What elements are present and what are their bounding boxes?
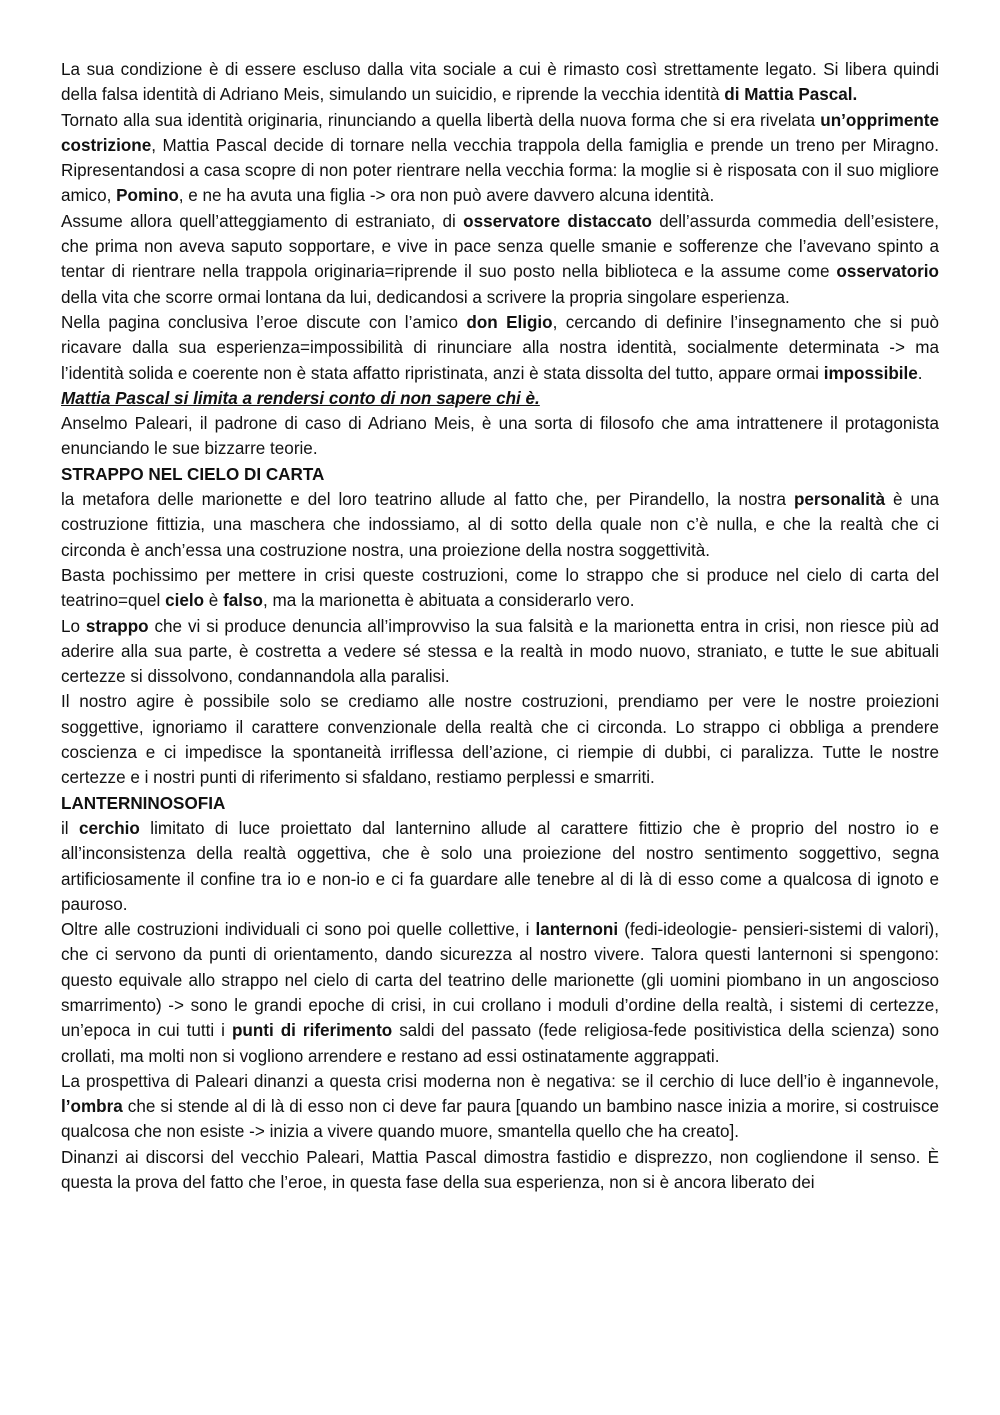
text-run: , e ne ha avuta una figlia -> ora non può avere davvero alcuna identità. [178,186,715,206]
text-run: della vita che scorre ormai lontana da lui, dedicandosi a scrivere la propria singolare esperienza. [61,287,790,307]
text-run: è una costruzione fittizia, una maschera che indossiamo, al di sotto della quale non c’è nulla, e che la realtà che ci circonda è anch’essa una costruzione nostra, una proiezione della nostra soggettività. [61,490,940,560]
text-run: Assume allora quell’atteggiamento di estraniato, di [61,211,464,231]
text-run: Dinanzi ai discorsi del vecchio Paleari, Mattia Pascal dimostra fastidio e disprezzo, non cogliendone il senso. È questa la prova del fatto che l’eroe, in questa fase della sua esperienza, non si è ancora liberato dei [61,1147,939,1193]
text-run: Anselmo Paleari, il padrone di caso di Adriano Meis, è una sorta di filosofo che ama intrattenere il protagonista enunciando le sue bizzarre teorie. [61,414,939,459]
text-run: La prospettiva di Paleari dinanzi a questa crisi moderna non è negativa: se il cerchio di luce dell’io è ingannevole, [61,1071,939,1091]
paragraph [61,917,939,1069]
paragraph [61,689,939,790]
text-run: , Mattia Pascal decide di tornare nella vecchia trappola della famiglia e prende un treno per Miragno. Ripresentandosi a casa scopre di non poter rientrare nella vecchia forma: la moglie si è risposata con il suo migliore amico, [61,135,939,206]
section-heading [61,462,939,487]
text-run: che si stende al di là di esso non ci deve far paura [quando un bambino nasce inizia a morire, si costruisce qualcosa che non esiste -> inizia a vivere quando muore, smantella quello che ha creato]. [61,1097,939,1142]
text-run: Oltre alle costruzioni individuali ci sono poi quelle collettive, i [61,920,536,940]
text-run: la metafora delle marionette e del loro teatrino allude al fatto che, per Pirandello, la nostra [61,490,794,510]
text-run: Basta pochissimo per mettere in crisi queste costruzioni, come lo strappo che si produce nel cielo di carta del teatrino=quel [61,565,939,611]
section-heading [61,791,939,816]
emphasized-text: falso [223,591,263,611]
text-run: Il nostro agire è possibile solo se crediamo alle nostre costruzioni, prendiamo per vere le nostre proiezioni soggettive, ignoriamo il carattere convenzionale della realtà che ci circonda. Lo strappo ci obbliga a prendere coscienza e ci impedisce la spontaneità irriflessa dell’azione, ci riempie di dubbi, ci paralizza. Tutte le nostre certezze e i nostri punti di riferimento si sfaldano, restiamo perplessi e smarriti. [61,692,939,788]
emphasized-text: osservatorio [836,262,939,282]
emphasized-text: Pomino [116,186,179,206]
text-run: limitato di luce proiettato dal lanternino allude al carattere fittizio che è proprio del nostro io e all’inconsistenza della realtà oggettiva, che è solo una proiezione del nostro sentimento soggettivo, segna artificiosamente il confine tra io e non-io e ci fa guardare alle tenebre al di là di esso come a qualcosa di ignoto e pauroso. [61,818,939,914]
paragraph [61,310,939,386]
emphasized-text: punti di riferimento [231,1021,393,1041]
text-run: che vi si produce denuncia all’improvviso la sua falsità e la marionetta entra in crisi, non riesce più ad aderire alla sua parte, è costretta a vedere sé stessa e la realtà in modo nuovo, straniato, e tutte le sue abituali certezze si dissolvono, condannandola alla paralisi. [61,616,940,687]
emphasized-text: lanternoni [535,920,619,940]
paragraph [61,487,939,563]
paragraph [61,614,939,690]
paragraph [61,816,939,917]
emphasized-text: strappo [85,616,149,636]
text-run: saldi del passato (fede religiosa-fede positivistica della scienza) sono crollati, ma molti non si vogliono arrendere e restano ad essi ostinatamente aggrappati. [61,1021,939,1066]
text-run: Tornato alla sua identità originaria, rinunciando a quella libertà della nuova forma che si era rivelata [61,110,821,130]
text-run: (fedi-ideologie- pensieri-sistemi di valori), che ci servono da punti di orientamento, dando sicurezza al nostro vivere. Talora questi lanternoni si spengono: questo equivale allo strappo nel cielo di carta del teatrino delle marionette (gli uomini piombano in un angoscioso smarrimento) -> sono le grandi epoche di crisi, in cui crollano i moduli d’ordine della realtà, i sistemi di certezze, un’epoca in cui tutti i [61,920,939,1041]
text-run: Lo [61,616,86,636]
text-run: . [917,363,923,383]
paragraph [61,411,939,462]
text-run: Nella pagina conclusiva l’eroe discute con l’amico [61,312,467,332]
text-run: , cercando di definire l’insegnamento che si può ricavare dalla sua esperienza=impossibilità di rinunciare alla nostra identità, socialmente determinata -> ma l’identità solida e coerente non è stata affatto ripristinata, anzi è stata dissolta del tutto, appare ormai [61,312,940,383]
emphasized-text: impossibile [823,363,918,383]
emphasized-text: don Eligio [466,312,553,332]
paragraph [61,1069,939,1145]
emphasized-text: Mattia Pascal si limita a rendersi conto di non sapere chi è. [61,388,540,408]
emphasized-text: personalità [793,490,886,510]
emphasized-text: un’opprimente costrizione [61,110,939,155]
paragraph [61,108,939,209]
text-run: LANTERNINOSOFIA [61,793,226,813]
text-run: dell’assurda commedia dell’esistere, che prima non aveva saputo sopportare, e vive in pace senza quelle smanie e sofferenze che l’avevano spinto a tentar di rientrare nella trappola originaria=riprende il suo posto nella biblioteca e la assume come [61,211,939,282]
text-run: , ma la marionetta è abituata a considerarlo vero. [262,591,635,611]
emphasized-text: osservatore distaccato [463,211,652,231]
document-body [61,57,939,1195]
paragraph [61,57,939,108]
emphasized-text: di Mattia Pascal. [724,85,858,105]
emphasized-text: cielo [165,591,205,611]
text-run: STRAPPO NEL CIELO DI CARTA [61,464,325,484]
text-run: La sua condizione è di essere escluso dalla vita sociale a cui è rimasto così strettamente legato. Si libera quindi della falsa identità di Adriano Meis, simulando un suicidio, e riprende la vecchia identità [61,60,939,105]
emphasized-text: l’ombra [61,1097,123,1117]
emphasized-text: cerchio [79,818,140,838]
paragraph [61,563,939,614]
text-run: è [204,591,224,611]
paragraph [61,386,939,411]
paragraph [61,1145,939,1196]
text-run: il [61,818,80,838]
paragraph [61,209,939,310]
